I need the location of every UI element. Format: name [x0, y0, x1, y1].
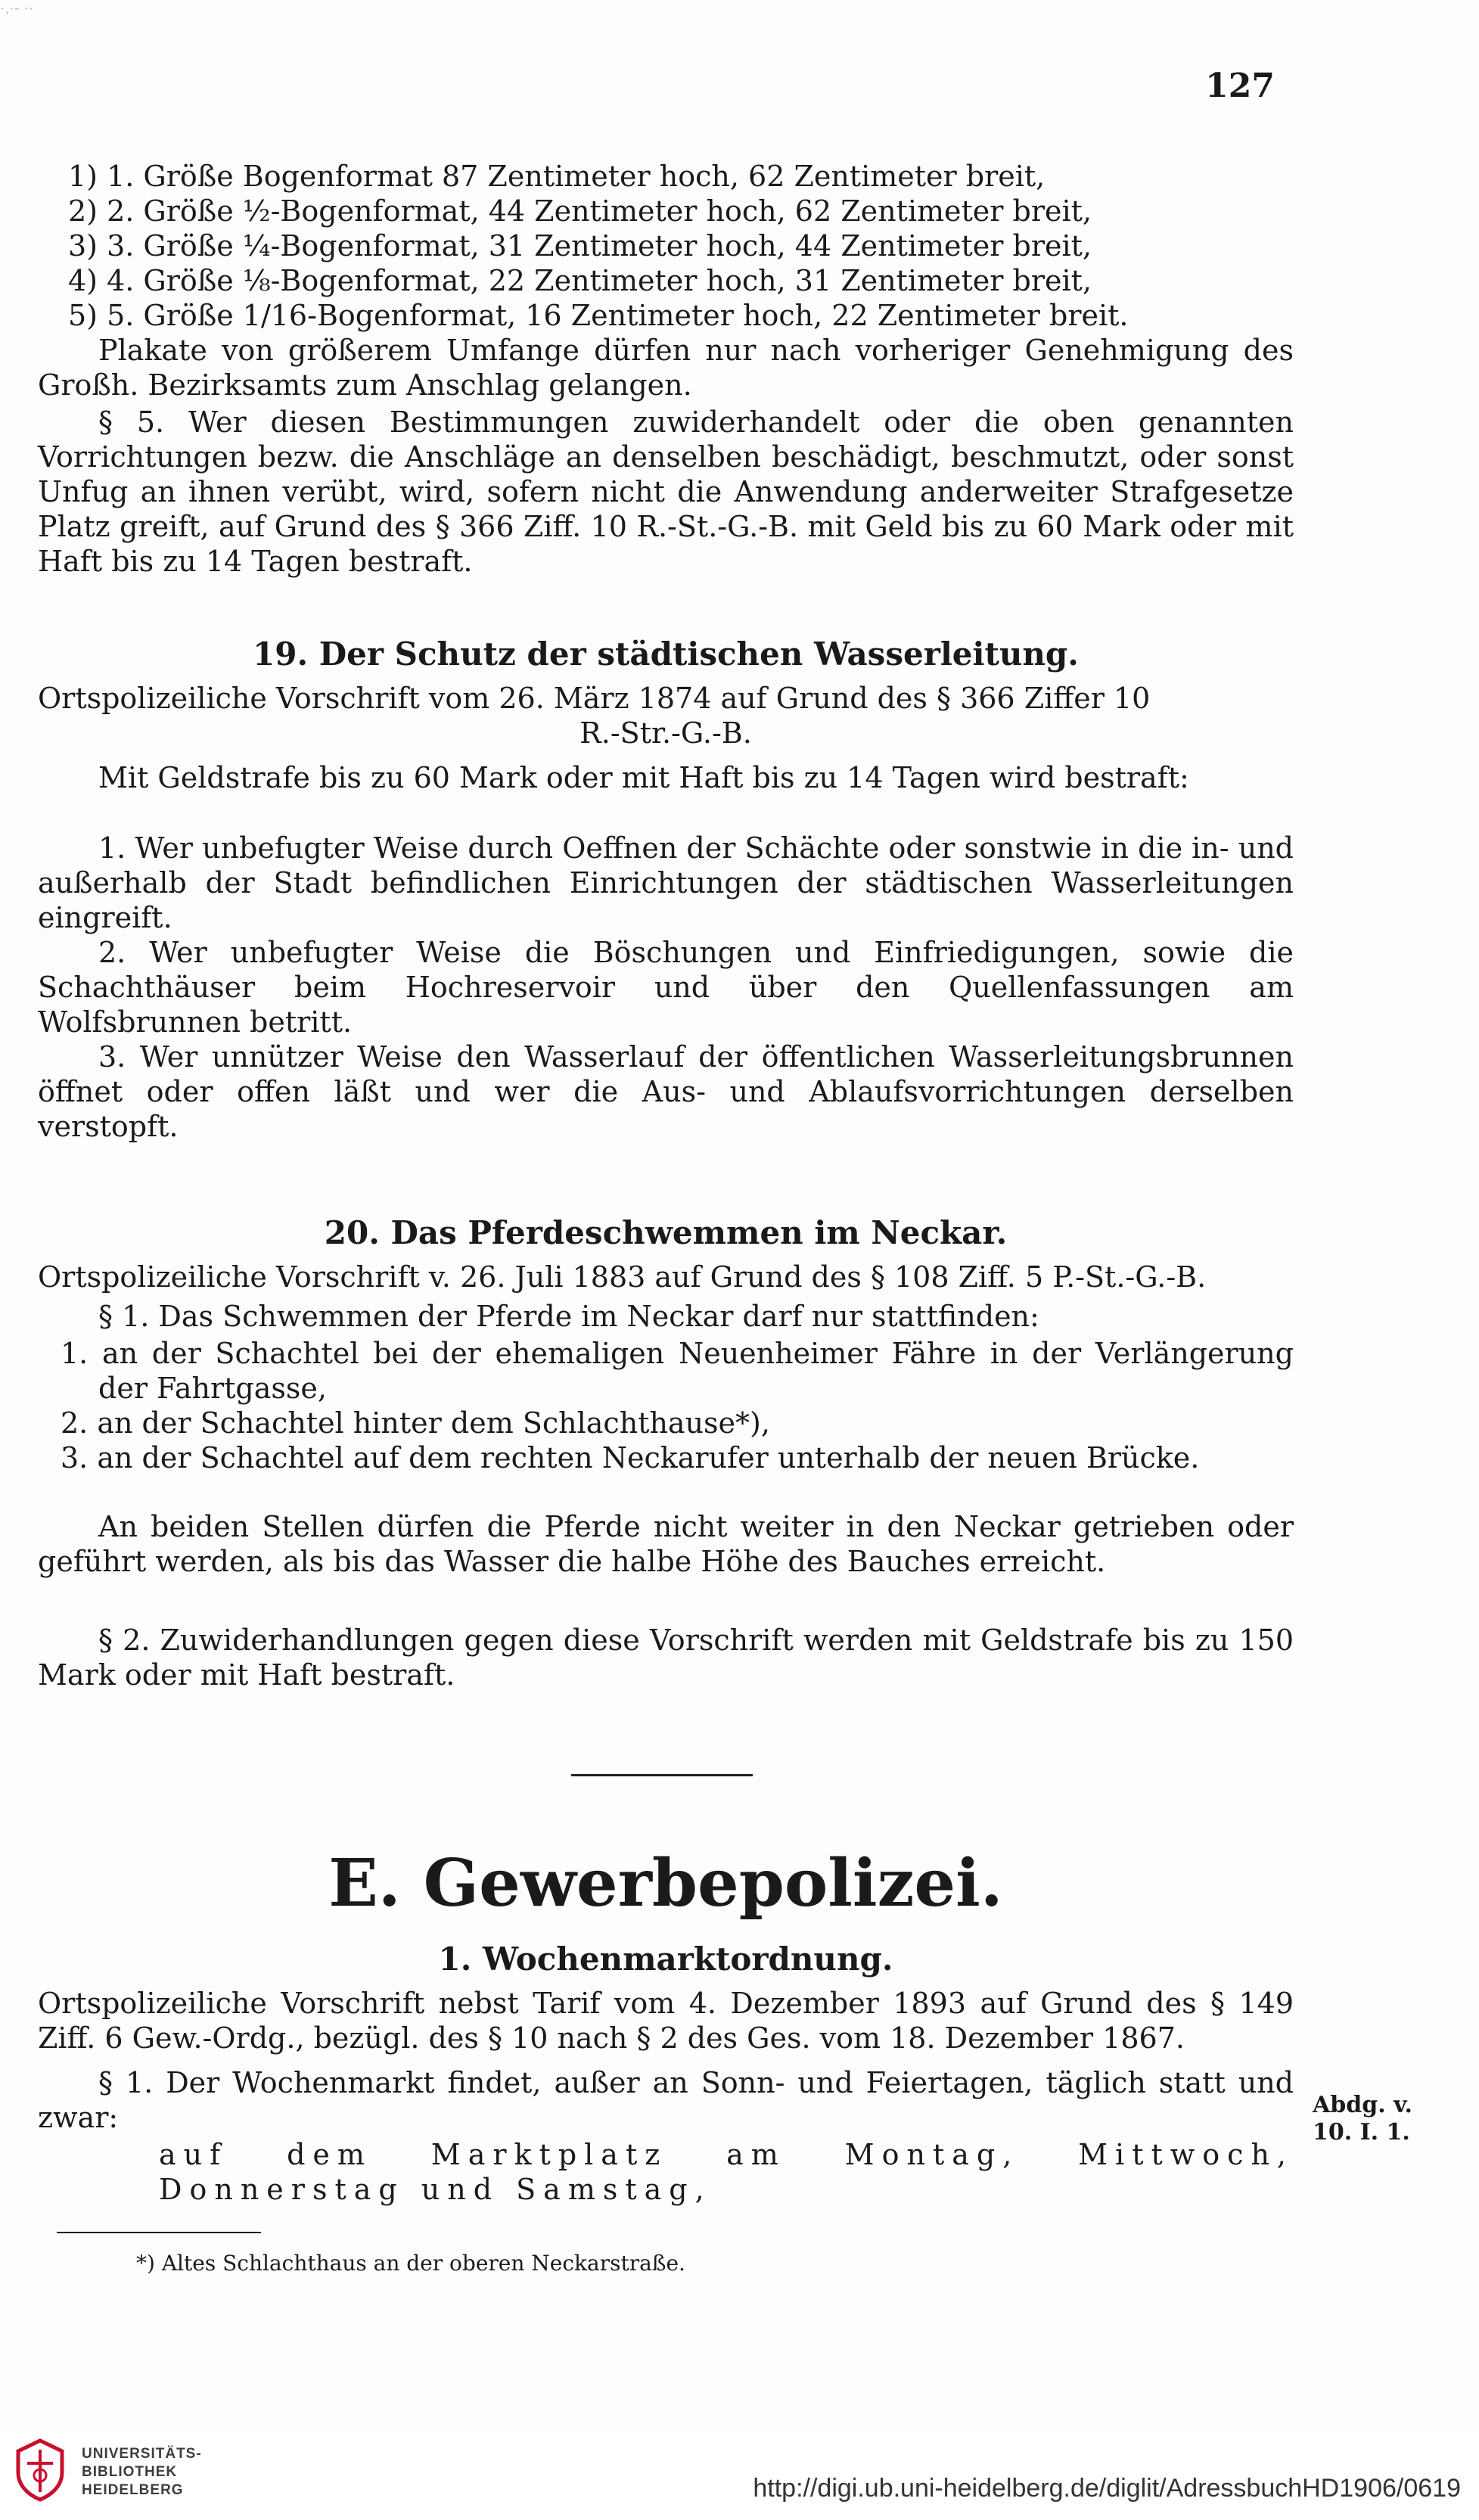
section-divider	[571, 1774, 753, 1776]
list-item: 4) 4. Größe ⅛-Bogenformat, 22 Zentimeter hoch, 31 Zentimeter breit,	[68, 264, 1092, 297]
logo-line: UNIVERSITÄTS-	[82, 2446, 202, 2462]
section-e-intro: Ortspolizeiliche Vorschrift nebst Tarif vom 4. Dezember 1893 auf Grund des § 149 Ziff. 6 Gew.-Ordg., bezügl. des § 10 nach § 2 des Ges. vom 18. Dezember 1867.	[38, 1987, 1294, 2055]
list-item: 3. Wer unnützer Weise den Wasserlauf der öffentlichen Wasserleitungsbrunnen öffnet oder offen läßt und wer die Aus- und Ablaufsvorrichtungen derselben verstopft.	[38, 1040, 1294, 1143]
library-logo-text	[82, 2445, 202, 2500]
list-item: 3. an der Schachtel auf dem rechten Neckarufer unterhalb der neuen Brücke.	[61, 1441, 1200, 1474]
section-19-title: 19. Der Schutz der städtischen Wasserleitung.	[253, 635, 1079, 673]
university-seal-icon	[14, 2438, 67, 2503]
page-number: 127	[1205, 67, 1275, 105]
margin-note-line2: 10. I. 1.	[1313, 2119, 1410, 2146]
logo-line: HEIDELBERG	[82, 2482, 184, 2498]
section-e-title: E. Gewerbepolizei.	[328, 1845, 1003, 1922]
paragraph-plakate: Plakate von größerem Umfange dürfen nur nach vorheriger Genehmigung des Großh. Bezirksamts zum Anschlag gelangen.	[38, 334, 1294, 402]
margin-note-line1: Abdg. v.	[1313, 2092, 1412, 2118]
list-item: 2. Wer unbefugter Weise die Böschungen und Einfriedigungen, sowie die Schachthäuser beim Hochreservoir und über den Quellenfassungen am Wolfsbrunnen betritt.	[38, 936, 1294, 1039]
list-item: 2) 2. Größe ½-Bogenformat, 44 Zentimeter hoch, 62 Zentimeter breit,	[68, 194, 1092, 228]
margin-note	[1313, 2092, 1426, 2146]
paragraph-s5: § 5. Wer diesen Bestimmungen zuwiderhandelt oder die oben genannten Vorrichtungen bezw. die Anschläge an denselben beschädigt, beschmutzt, oder sonst Unfug an ihnen verübt, wird, sofern nicht die Anwendung anderweiter Strafgesetze Platz greift, auf Grund des § 366 Ziff. 10 R.-St.-G.-B. mit Geld bis zu 60 Mark oder mit Haft bis zu 14 Tagen bestraft.	[38, 405, 1294, 578]
section-20-s1: § 1. Das Schwemmen der Pferde im Neckar darf nur stattfinden:	[98, 1300, 1039, 1333]
source-url-link[interactable]: http://digi.ub.uni-heidelberg.de/diglit/AdressbuchHD1906/0619	[753, 2474, 1461, 2503]
list-item: 2. an der Schachtel hinter dem Schlachthause*),	[61, 1406, 770, 1440]
list-item: 3) 3. Größe ¼-Bogenformat, 31 Zentimeter hoch, 44 Zentimeter breit,	[68, 229, 1092, 263]
section-20-paragraph: An beiden Stellen dürfen die Pferde nicht weiter in den Neckar getrieben oder geführt werden, als bis das Wasser die halbe Höhe des Bauches erreicht.	[38, 1510, 1294, 1578]
section-20-intro: Ortspolizeiliche Vorschrift v. 26. Juli 1883 auf Grund des § 108 Ziff. 5 P.-St.-G.-B.	[38, 1260, 1207, 1294]
list-item: 5) 5. Größe 1/16-Bogenformat, 16 Zentimeter hoch, 22 Zentimeter breit.	[68, 299, 1129, 332]
section-20-s2: § 2. Zuwiderhandlungen gegen diese Vorschrift werden mit Geldstrafe bis zu 150 Mark oder mit Haft bestraft.	[38, 1624, 1294, 1692]
section-20-items	[38, 1336, 1294, 1475]
format-list	[38, 159, 1294, 333]
list-item: 1) 1. Größe Bogenformat 87 Zentimeter hoch, 62 Zentimeter breit,	[68, 160, 1046, 193]
corner-speck: ·,·- ··	[0, 0, 34, 17]
market-days: auf dem Marktplatz am Montag, Mittwoch, Donnerstag und Samstag,	[159, 2138, 1294, 2206]
section-19-lead: Mit Geldstrafe bis zu 60 Mark oder mit Haft bis zu 14 Tagen wird bestraft:	[98, 761, 1189, 794]
section-20-title: 20. Das Pferdeschwemmen im Neckar.	[324, 1214, 1008, 1251]
section-e-subtitle: 1. Wochenmarktordnung.	[438, 1940, 893, 1978]
list-item: 1. Wer unbefugter Weise durch Oeffnen der Schächte oder sonstwie in die in- und außerhalb der Stadt befindlichen Einrichtungen der städtischen Wasserleitungen eingreift.	[38, 831, 1294, 934]
list-item: 1. an der Schachtel bei der ehemaligen Neuenheimer Fähre in der Verlängerung der Fahrtgasse,	[61, 1337, 1294, 1405]
section-19-intro	[38, 681, 1294, 750]
footnote: *) Altes Schlachthaus an der oberen Neckarstraße.	[136, 2251, 685, 2276]
footnote-rule	[57, 2232, 261, 2233]
section-19-intro-line1: Ortspolizeiliche Vorschrift vom 26. März 1874 auf Grund des § 366 Ziffer 10	[38, 682, 1151, 715]
section-19-items	[38, 831, 1294, 1144]
logo-line: BIBLIOTHEK	[82, 2464, 178, 2480]
section-e-s1: § 1. Der Wochenmarkt findet, außer an Sonn- und Feiertagen, täglich statt und zwar:	[38, 2066, 1294, 2134]
section-19-intro-line2: R.-Str.-G.-B.	[579, 716, 752, 750]
